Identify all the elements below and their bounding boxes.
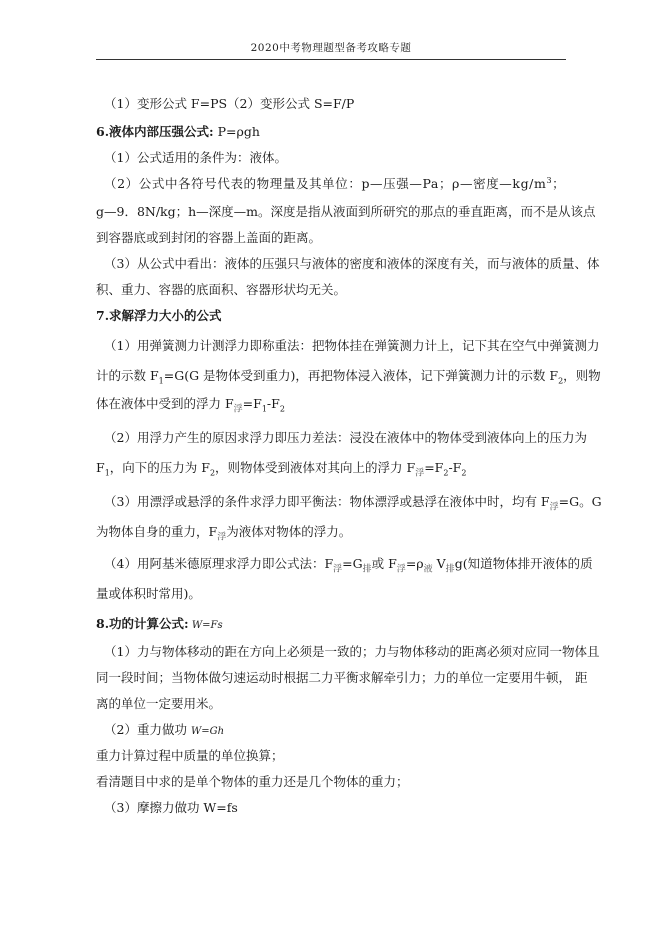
text-line: g—9．8N/kg；h—深度—m。深度是指从液面到所研究的那点的垂直距离，而不是从该点 <box>96 204 596 219</box>
text-line: 到容器底或到封闭的容器上盖面的距离。 <box>96 230 322 245</box>
superscript: 3 <box>546 175 553 185</box>
text-span: -F <box>448 460 462 475</box>
subscript: 浮 <box>415 468 425 479</box>
text-line: （3）从公式中看出：液体的压强只与液体的密度和液体的深度有关，而与液体的质量、体 <box>104 256 600 271</box>
subscript: 2 <box>279 404 285 414</box>
formula: W=Gh <box>190 726 225 737</box>
text-line: 积、重力、容器的底面积、容器形状均无关。 <box>96 282 347 297</box>
heading-text: 6.液体内部压强公式: <box>96 124 214 139</box>
text-span: V <box>432 556 446 571</box>
text-line <box>96 458 467 479</box>
text-line: （1）力与物体移动的距在方向上必须是一致的；力与物体移动的距离必须对应同一物体且 <box>104 644 600 659</box>
subscript: 2 <box>443 468 449 478</box>
text-span: ，向下的压力为 F <box>109 460 210 475</box>
text-span: ，则物体受到液体对其向上的浮力 F <box>215 460 416 475</box>
text-span: （4）用阿基米德原理求浮力即公式法：F <box>104 556 334 571</box>
text-span: -F <box>266 396 280 411</box>
section-heading-6 <box>96 122 260 140</box>
text-span: 或 F <box>371 556 397 571</box>
text-span: 体在液体中受到的浮力 F <box>96 396 234 411</box>
subscript: 2 <box>461 468 467 478</box>
section-heading-7: 7.求解浮力大小的公式 <box>96 308 222 323</box>
subscript: 1 <box>158 376 164 386</box>
text-line <box>96 522 352 543</box>
text-line: 同一段时间；当物体做匀速运动时根据二力平衡求解牵引力；力的单位一定要用牛顿， 距 <box>96 670 588 685</box>
text-span: （3）用漂浮或悬浮的条件求浮力即平衡法：物体漂浮或悬浮在液体中时，均有 F <box>104 494 550 509</box>
text-span: =F <box>242 396 262 411</box>
subscript: 浮 <box>233 404 243 415</box>
text-line: （1）用弹簧测力计测浮力即称重法：把物体挂在弹簧测力计上，记下其在空气中弹簧测力 <box>104 338 600 353</box>
text-line: （2）用浮力产生的原因求浮力即压力差法：浸没在液体中的物体受到液体向上的压力为 <box>104 430 587 445</box>
text-span: =ρ <box>405 556 424 571</box>
subscript: 排 <box>445 564 455 575</box>
subscript: 排 <box>362 564 372 575</box>
text-span: 为物体自身的重力，F <box>96 524 218 539</box>
text-span: 为液体对物体的浮力。 <box>226 524 352 539</box>
text-span: =G(G 是物体受到重力)，再把物体浸入液体，记下弹簧测力计的示数 F <box>163 368 559 383</box>
text-line: （3）摩擦力做功 W=fs <box>104 800 238 815</box>
text-span: ，则物 <box>563 368 601 383</box>
text-line <box>104 174 565 192</box>
text-line <box>104 720 224 738</box>
section-heading-8 <box>96 614 223 632</box>
subscript: 浮 <box>549 502 559 513</box>
text-line: 看清题目中求的是单个物体的重力还是几个物体的重力； <box>96 774 409 789</box>
page-header: 2020中考物理题型备考攻略专题 <box>96 40 566 60</box>
text-span: =G <box>342 556 363 571</box>
text-span: g(知道物体排开液体的质 <box>454 556 593 571</box>
text-span: （2）重力做功 <box>104 722 191 737</box>
text-span: F <box>96 460 105 475</box>
text-line <box>104 554 593 575</box>
subscript: 2 <box>209 468 216 478</box>
text-line: 量或体积时常用)。 <box>96 586 201 601</box>
text-line: 离的单位一定要用米。 <box>96 696 222 711</box>
text-line <box>104 492 602 513</box>
text-line: （1）公式适用的条件为：液体。 <box>104 150 287 165</box>
subscript: 液 <box>423 564 433 575</box>
text-line: 重力计算过程中质量的单位换算； <box>96 748 284 763</box>
text-span: （2）公式中各符号代表的物理量及其单位：p—压强—Pa；ρ—密度—kg/m <box>104 176 547 191</box>
text-span: =G。G <box>558 494 602 509</box>
text-line <box>96 394 285 415</box>
subscript: 浮 <box>396 564 406 575</box>
text-span: ； <box>552 176 566 191</box>
formula: P=ρgh <box>213 124 260 139</box>
text-line: （1）变形公式 F=PS（2）变形公式 S=F/P <box>104 96 355 111</box>
subscript: 浮 <box>333 564 343 575</box>
subscript: 浮 <box>217 532 227 543</box>
heading-text: 8.功的计算公式: <box>96 616 189 631</box>
text-span: =F <box>424 460 444 475</box>
subscript: 1 <box>261 404 267 414</box>
subscript: 2 <box>558 376 564 386</box>
subscript: 1 <box>104 468 110 478</box>
formula: W=Fs <box>188 620 223 631</box>
text-line <box>96 366 601 384</box>
text-span: 计的示数 F <box>96 368 159 383</box>
